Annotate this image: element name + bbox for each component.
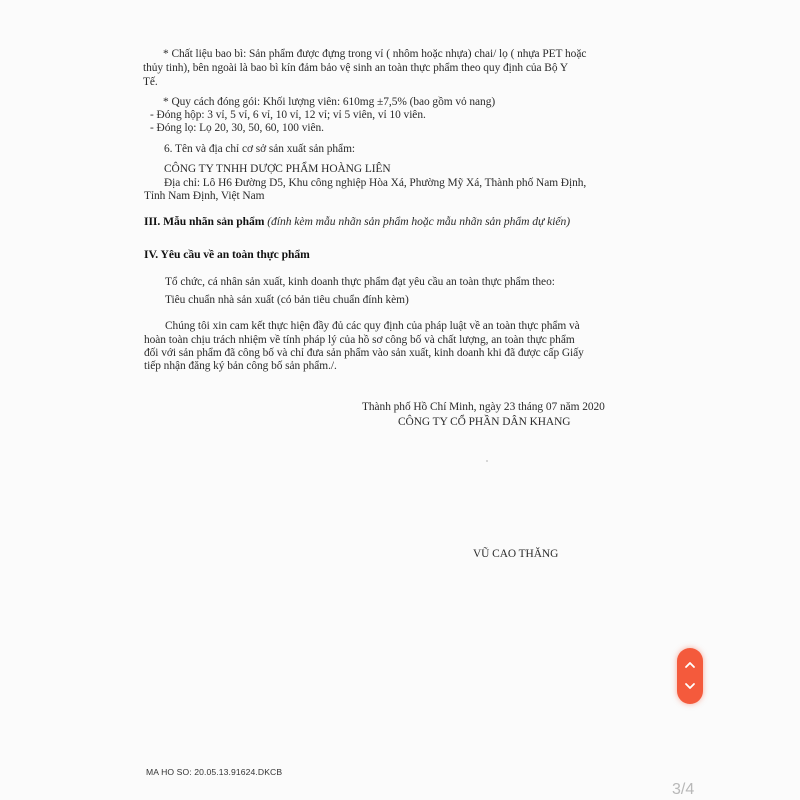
text-line: - Đóng hộp: 3 vỉ, 5 vỉ, 6 vỉ, 10 vỉ, 12 vỉ; vỉ 5 viên, vỉ 10 viên. bbox=[150, 109, 426, 121]
manufacturer-address: Địa chỉ: Lô H6 Đường D5, Khu công nghiệp Hòa Xá, Phường Mỹ Xá, Thành phố Nam Định, bbox=[164, 177, 587, 189]
dossier-code: MA HO SO: 20.05.13.91624.DKCB bbox=[146, 767, 283, 777]
signatory-name: VŨ CAO THĂNG bbox=[473, 548, 559, 560]
date-line: Thành phố Hồ Chí Minh, ngày 23 tháng 07 năm 2020 bbox=[362, 401, 605, 413]
section-iii-title: III. Mẫu nhãn sản phẩm bbox=[144, 215, 265, 228]
chevron-up-icon[interactable] bbox=[684, 659, 696, 671]
text-line: * Quy cách đóng gói: Khối lượng viên: 610mg ±7,5% (bao gồm vỏ nang) bbox=[163, 96, 496, 108]
text-line: hoàn toàn chịu trách nhiệm về tính pháp lý của hồ sơ công bố và chất lượng, an toàn thực phẩm bbox=[144, 334, 575, 346]
section-iii-heading bbox=[144, 215, 570, 228]
manufacturer-address-cont: Tỉnh Nam Định, Việt Nam bbox=[144, 190, 265, 202]
section-iii-note: (đính kèm mẫu nhãn sản phẩm hoặc mẫu nhãn sản phẩm dự kiến) bbox=[267, 215, 571, 228]
text-line: - Đóng lọ: Lọ 20, 30, 50, 60, 100 viên. bbox=[150, 122, 324, 134]
page-scroll-control[interactable] bbox=[677, 648, 703, 704]
scan-speck bbox=[486, 460, 488, 462]
chevron-down-icon[interactable] bbox=[684, 680, 696, 692]
text-line: Chúng tôi xin cam kết thực hiện đầy đủ các quy định của pháp luật về an toàn thực phẩm và bbox=[165, 320, 580, 332]
text-line: tiếp nhận đăng ký bản công bố sản phẩm./. bbox=[144, 360, 337, 372]
page-indicator: 3/4 bbox=[672, 781, 695, 798]
text-line: Tiêu chuẩn nhà sản xuất (có bản tiêu chuẩn đính kèm) bbox=[165, 294, 409, 306]
text-line: đối với sản phẩm đã công bố và chỉ đưa sản phẩm vào sản xuất, kinh doanh khi đã được cấp Giấy bbox=[144, 347, 584, 359]
manufacturer-name: CÔNG TY TNHH DƯỢC PHẨM HOÀNG LIÊN bbox=[164, 163, 391, 175]
text-line: Tế. bbox=[143, 76, 158, 88]
text-line: thủy tinh), bên ngoài là bao bì kín đảm bảo vệ sinh an toàn thực phẩm theo quy định của Bộ Y bbox=[143, 62, 569, 74]
text-line: Tổ chức, cá nhân sản xuất, kinh doanh thực phẩm đạt yêu cầu an toàn thực phẩm theo: bbox=[165, 276, 555, 288]
company-name: CÔNG TY CỔ PHẦN DÂN KHANG bbox=[398, 416, 571, 428]
section-iv-title: IV. Yêu cầu về an toàn thực phẩm bbox=[144, 248, 310, 261]
text-line: * Chất liệu bao bì: Sản phẩm được đựng trong vỉ ( nhôm hoặc nhựa) chai/ lọ ( nhựa PET hoặc bbox=[163, 48, 587, 60]
text-line: 6. Tên và địa chỉ cơ sở sản xuất sản phẩm: bbox=[164, 143, 355, 155]
